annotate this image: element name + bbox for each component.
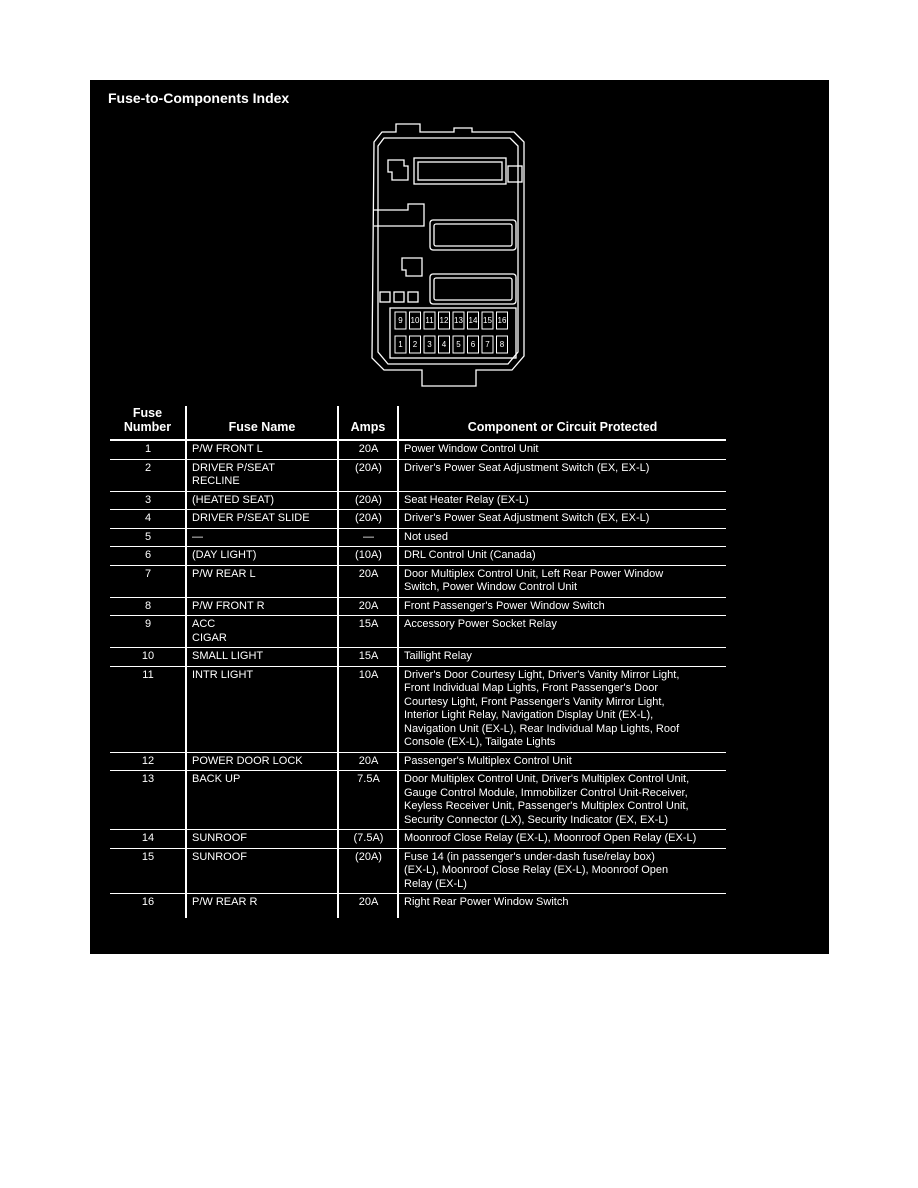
fuse-amps-cell: 20A bbox=[338, 565, 398, 597]
fuse-number-cell: 10 bbox=[110, 648, 186, 667]
table-row bbox=[110, 752, 726, 771]
fuse-name-cell: BACK UP bbox=[186, 771, 338, 830]
fuse-amps-cell: (20A) bbox=[338, 510, 398, 529]
fuse-name-cell: SMALL LIGHT bbox=[186, 648, 338, 667]
fuse-component-cell: Passenger's Multiplex Control Unit bbox=[398, 752, 726, 771]
fuse-name-cell: (HEATED SEAT) bbox=[186, 491, 338, 510]
fuse-name-cell: — bbox=[186, 528, 338, 547]
table-row bbox=[110, 830, 726, 849]
header-amps: Amps bbox=[338, 406, 398, 440]
table-row bbox=[110, 528, 726, 547]
table-row bbox=[110, 616, 726, 648]
fuse-amps-cell: (10A) bbox=[338, 547, 398, 566]
fuse-amps-cell: 20A bbox=[338, 894, 398, 918]
fuse-slot-label: 16 bbox=[497, 316, 507, 325]
fuse-slot-label: 13 bbox=[454, 316, 463, 325]
fuse-slot-label: 4 bbox=[441, 340, 447, 349]
table-row bbox=[110, 440, 726, 459]
fuse-number-cell: 1 bbox=[110, 440, 186, 459]
fuse-number-cell: 7 bbox=[110, 565, 186, 597]
table-header-row bbox=[110, 406, 726, 440]
fuse-number-cell: 15 bbox=[110, 848, 186, 894]
fuse-component-cell: Right Rear Power Window Switch bbox=[398, 894, 726, 918]
table-row bbox=[110, 894, 726, 918]
fuse-amps-cell: (20A) bbox=[338, 848, 398, 894]
fuse-box-diagram bbox=[364, 120, 534, 390]
fuse-slot-label: 12 bbox=[439, 316, 449, 325]
fuse-component-cell: Not used bbox=[398, 528, 726, 547]
fuse-number-cell: 6 bbox=[110, 547, 186, 566]
fuse-amps-cell: (20A) bbox=[338, 459, 398, 491]
fuse-number-cell: 13 bbox=[110, 771, 186, 830]
fuse-name-cell: ACC CIGAR bbox=[186, 616, 338, 648]
fuse-component-cell: Front Passenger's Power Window Switch bbox=[398, 597, 726, 616]
fuse-slot-label: 11 bbox=[425, 316, 434, 325]
fuse-name-cell: DRIVER P/SEAT RECLINE bbox=[186, 459, 338, 491]
fuse-name-cell: SUNROOF bbox=[186, 830, 338, 849]
fuse-amps-cell: 15A bbox=[338, 648, 398, 667]
fuse-component-cell: Fuse 14 (in passenger's under-dash fuse/relay box) (EX-L), Moonroof Close Relay (EX-L), Moonroof Open Relay (EX-L) bbox=[398, 848, 726, 894]
fuse-number-cell: 14 bbox=[110, 830, 186, 849]
fuse-component-cell: Seat Heater Relay (EX-L) bbox=[398, 491, 726, 510]
fuse-amps-cell: — bbox=[338, 528, 398, 547]
page-title: Fuse-to-Components Index bbox=[108, 90, 290, 106]
header-fuse-number: Fuse Number bbox=[110, 406, 186, 440]
table-row bbox=[110, 510, 726, 529]
fuse-component-cell: Door Multiplex Control Unit, Driver's Multiplex Control Unit, Gauge Control Module, Immobilizer Control Unit-Receiver, Keyless Receiver Unit, Passenger's Multiplex Control Unit, Security Connector (LX), Security Indicator (EX, EX-L) bbox=[398, 771, 726, 830]
table-row bbox=[110, 597, 726, 616]
fuse-slot-label: 8 bbox=[499, 340, 505, 349]
fuse-name-cell: P/W FRONT R bbox=[186, 597, 338, 616]
table-row bbox=[110, 491, 726, 510]
fuse-number-cell: 9 bbox=[110, 616, 186, 648]
fuse-component-cell: Taillight Relay bbox=[398, 648, 726, 667]
fuse-component-cell: Power Window Control Unit bbox=[398, 440, 726, 459]
fuse-number-cell: 12 bbox=[110, 752, 186, 771]
fuse-component-cell: Driver's Door Courtesy Light, Driver's Vanity Mirror Light, Front Individual Map Lights, Front Passenger's Door Courtesy Light, Front Passenger's Vanity Mirror Light, Interior Light Relay, Navigation Display Unit (EX-L), Navigation Unit (EX-L), Rear Individual Map Lights, Roof Console (EX-L), Tailgate Lights bbox=[398, 666, 726, 752]
fuse-number-cell: 3 bbox=[110, 491, 186, 510]
fuse-number-cell: 11 bbox=[110, 666, 186, 752]
fuse-amps-cell: 10A bbox=[338, 666, 398, 752]
fuse-name-cell: SUNROOF bbox=[186, 848, 338, 894]
fuse-slot-label: 9 bbox=[398, 316, 403, 325]
fuse-number-cell: 2 bbox=[110, 459, 186, 491]
table-row bbox=[110, 565, 726, 597]
fuse-component-cell: Door Multiplex Control Unit, Left Rear Power Window Switch, Power Window Control Unit bbox=[398, 565, 726, 597]
header-fuse-name: Fuse Name bbox=[186, 406, 338, 440]
table-row bbox=[110, 848, 726, 894]
fuse-slot-label: 3 bbox=[427, 340, 432, 349]
fuse-number-cell: 5 bbox=[110, 528, 186, 547]
fuse-slot-label: 10 bbox=[410, 316, 420, 325]
fuse-table bbox=[110, 406, 726, 918]
fuse-amps-cell: 20A bbox=[338, 752, 398, 771]
fuse-slot-label: 7 bbox=[485, 340, 490, 349]
fuse-name-cell: POWER DOOR LOCK bbox=[186, 752, 338, 771]
table-row bbox=[110, 771, 726, 830]
header-component: Component or Circuit Protected bbox=[398, 406, 726, 440]
fuse-component-cell: DRL Control Unit (Canada) bbox=[398, 547, 726, 566]
fuse-slot-label: 15 bbox=[483, 316, 492, 325]
fuse-index-panel bbox=[90, 80, 829, 954]
fuse-slot-label: 2 bbox=[412, 340, 418, 349]
fuse-amps-cell: 7.5A bbox=[338, 771, 398, 830]
fuse-slot-label: 1 bbox=[398, 340, 403, 349]
table-row bbox=[110, 666, 726, 752]
fuse-amps-cell: (7.5A) bbox=[338, 830, 398, 849]
fuse-component-cell: Driver's Power Seat Adjustment Switch (EX, EX-L) bbox=[398, 510, 726, 529]
fuse-amps-cell: 20A bbox=[338, 597, 398, 616]
fuse-slot-label: 6 bbox=[470, 340, 476, 349]
fuse-number-cell: 8 bbox=[110, 597, 186, 616]
table-row bbox=[110, 547, 726, 566]
fuse-component-cell: Moonroof Close Relay (EX-L), Moonroof Open Relay (EX-L) bbox=[398, 830, 726, 849]
fuse-name-cell: P/W REAR L bbox=[186, 565, 338, 597]
fuse-name-cell: (DAY LIGHT) bbox=[186, 547, 338, 566]
table-row bbox=[110, 648, 726, 667]
fuse-number-cell: 4 bbox=[110, 510, 186, 529]
table-row bbox=[110, 459, 726, 491]
fuse-component-cell: Accessory Power Socket Relay bbox=[398, 616, 726, 648]
fuse-amps-cell: 20A bbox=[338, 440, 398, 459]
fuse-slot-label: 14 bbox=[468, 316, 478, 325]
fuse-number-cell: 16 bbox=[141, 896, 155, 908]
fuse-slot-label: 5 bbox=[456, 340, 461, 349]
fuse-amps-cell: (20A) bbox=[338, 491, 398, 510]
fuse-component-cell: Driver's Power Seat Adjustment Switch (EX, EX-L) bbox=[398, 459, 726, 491]
fuse-amps-cell: 15A bbox=[338, 616, 398, 648]
fuse-name-cell: INTR LIGHT bbox=[186, 666, 338, 752]
fuse-name-cell: P/W REAR R bbox=[186, 894, 338, 918]
fuse-name-cell: DRIVER P/SEAT SLIDE bbox=[186, 510, 338, 529]
fuse-name-cell: P/W FRONT L bbox=[186, 440, 338, 459]
